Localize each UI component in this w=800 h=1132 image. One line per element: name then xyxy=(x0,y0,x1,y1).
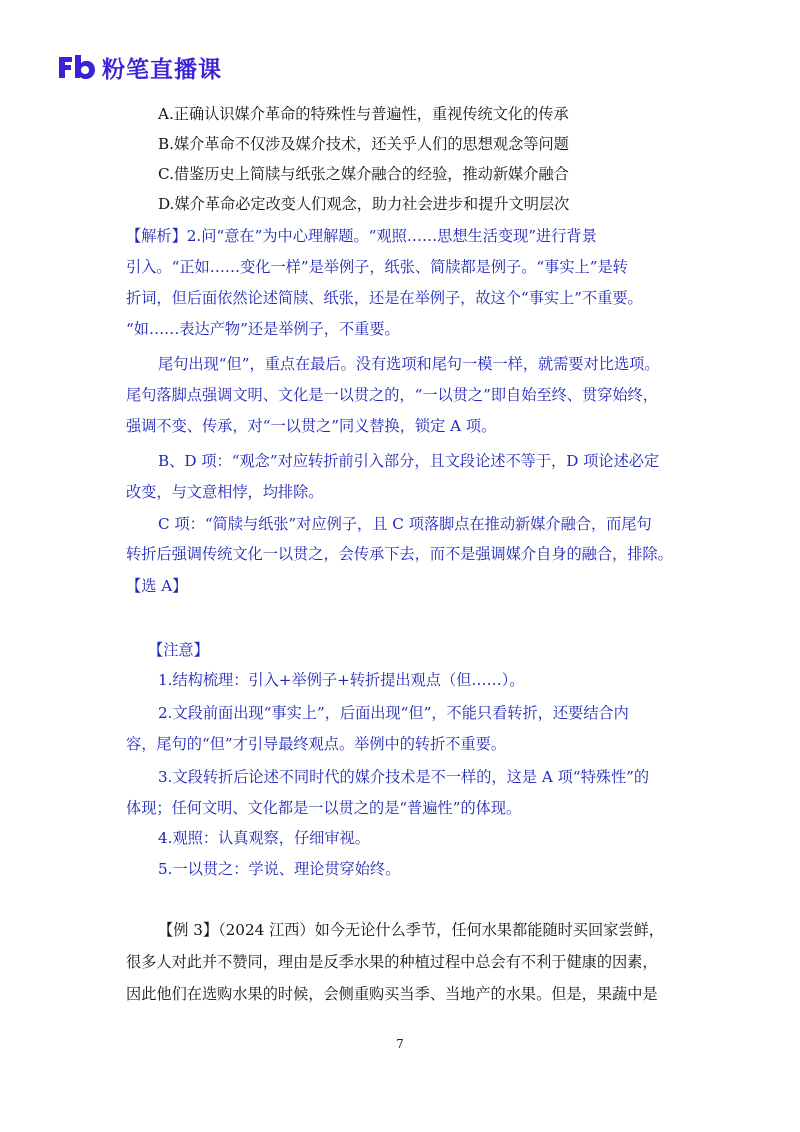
note-line: 体现；任何文明、文化都是一以贯之的是“普遍性”的体现。 xyxy=(126,799,522,817)
analysis-line: 引入。“正如……变化一样”是举例子，纸张、简牍都是例子。“事实上”是转 xyxy=(126,258,628,276)
header-logo xyxy=(56,50,222,84)
option-c: C.借鉴历史上简牍与纸张之媒介融合的经验，推动新媒介融合 xyxy=(158,165,569,183)
analysis-line: 尾句落脚点强调文明、文化是一以贯之的，“一以贯之”即自始至终、贯穿始终， xyxy=(126,386,658,404)
note-line: 4.观照：认真观察，仔细审视。 xyxy=(158,829,370,847)
answer-label: 【选 A】 xyxy=(126,577,188,595)
note-line: 容，尾句的“但”才引导最终观点。举例中的转折不重要。 xyxy=(126,735,507,753)
note-line: 5.一以贯之：学说、理论贯穿始终。 xyxy=(158,860,401,878)
analysis-line: 强调不变、传承，对“一以贯之”同义替换，锁定 A 项。 xyxy=(126,417,497,435)
fenbi-fb-logo-icon xyxy=(56,53,96,81)
example-line: 很多人对此并不赞同，理由是反季水果的种植过程中总会有不利于健康的因素， xyxy=(126,953,658,971)
note-title: 【注意】 xyxy=(148,641,209,659)
analysis-line: 折词，但后面依然论述简牍、纸张，还是在举例子，故这个“事实上”不重要。 xyxy=(126,289,643,307)
analysis-line: 尾句出现“但”，重点在最后。没有选项和尾句一模一样，就需要对比选项。 xyxy=(158,355,660,373)
note-line: 1.结构梳理：引入+举例子+转折提出观点（但……）。 xyxy=(158,671,525,689)
example-line: 因此他们在选购水果的时候，会侧重购买当季、当地产的水果。但是，果蔬中是 xyxy=(126,985,658,1003)
page-number: 7 xyxy=(396,1037,404,1051)
analysis-line: B、D 项：“观念”对应转折前引入部分，且文段论述不等于，D 项论述必定 xyxy=(158,452,660,470)
note-line: 3.文段转折后论述不同时代的媒介技术是不一样的，这是 A 项“特殊性”的 xyxy=(158,768,650,786)
note-line: 2.文段前面出现“事实上”，后面出现“但”，不能只看转折，还要结合内 xyxy=(158,704,629,722)
option-b: B.媒介革命不仅涉及媒介技术，还关乎人们的思想观念等问题 xyxy=(158,135,569,153)
brand-name: 粉笔直播课 xyxy=(102,56,222,83)
option-d: D.媒介革命必定改变人们观念，助力社会进步和提升文明层次 xyxy=(158,195,570,213)
analysis-line: 改变，与文意相悖，均排除。 xyxy=(126,483,324,501)
analysis-line: C 项：“简牍与纸张”对应例子，且 C 项落脚点在推动新媒介融合，而尾句 xyxy=(158,515,652,533)
analysis-line: “如……表达产物”还是举例子，不重要。 xyxy=(126,320,400,338)
analysis-line: 【解析】2.问“意在”为中心理解题。“观照……思想生活变现”进行背景 xyxy=(126,227,597,245)
example-line: 【例 3】（2024 江西）如今无论什么季节，任何水果都能随时买回家尝鲜， xyxy=(158,921,664,939)
analysis-line: 转折后强调传统文化一以贯之，会传承下去，而不是强调媒介自身的融合，排除。 xyxy=(126,545,673,563)
option-a: A.正确认识媒介革命的特殊性与普遍性，重视传统文化的传承 xyxy=(158,105,569,123)
